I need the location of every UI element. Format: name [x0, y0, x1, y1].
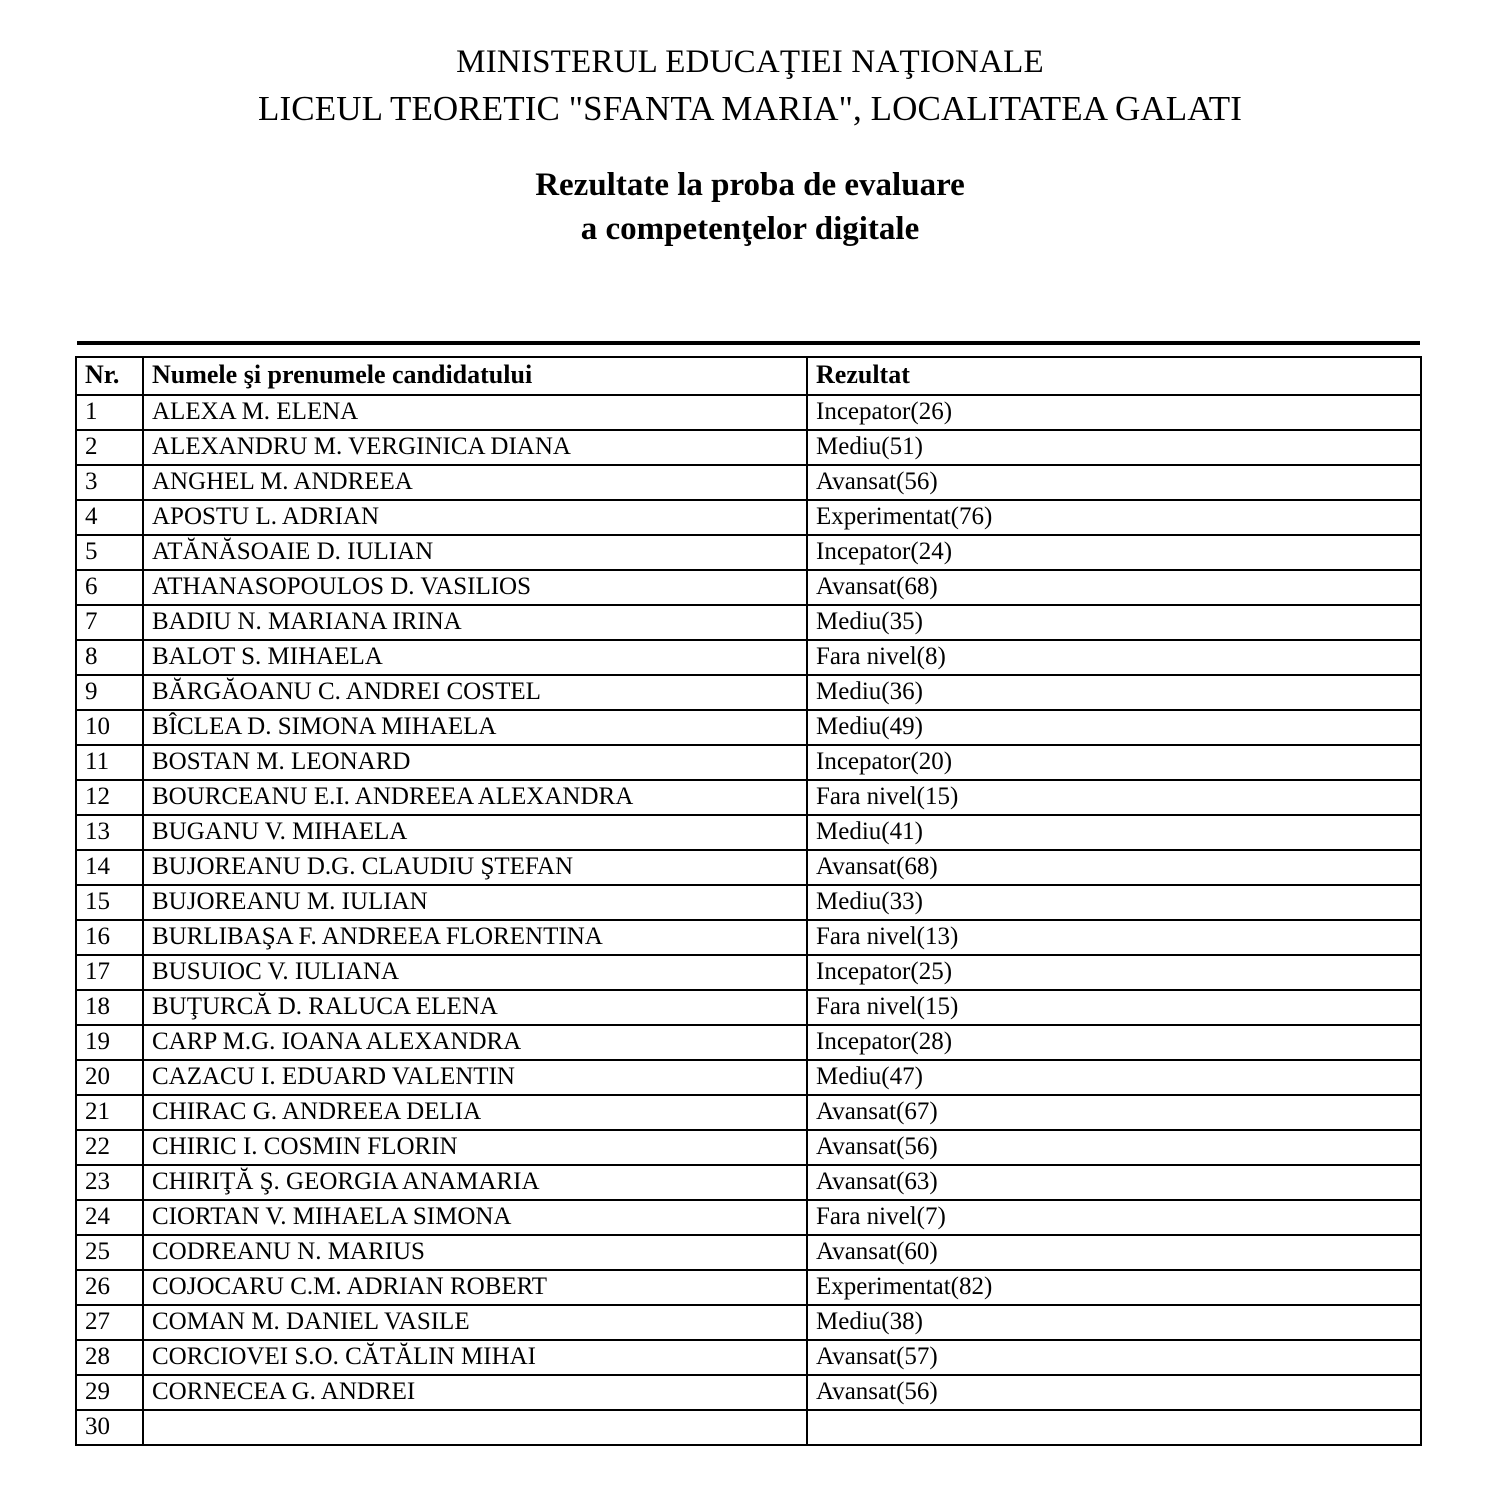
cell-candidate-name: CHIRAC G. ANDREEA DELIA: [143, 1095, 807, 1130]
column-header-name: Numele şi prenumele candidatului: [143, 357, 807, 395]
cell-nr: 13: [76, 815, 143, 850]
cell-result: Avansat(67): [807, 1095, 1421, 1130]
cell-candidate-name: APOSTU L. ADRIAN: [143, 500, 807, 535]
table-row: [76, 1410, 1421, 1445]
cell-result: Mediu(38): [807, 1305, 1421, 1340]
cell-result: Fara nivel(7): [807, 1200, 1421, 1235]
cell-result: Avansat(57): [807, 1340, 1421, 1375]
results-table-container: [75, 356, 1420, 1446]
cell-result: Mediu(47): [807, 1060, 1421, 1095]
cell-candidate-name: BOURCEANU E.I. ANDREEA ALEXANDRA: [143, 780, 807, 815]
table-row: [76, 1095, 1421, 1130]
table-header-row: [76, 357, 1421, 395]
table-body: [76, 395, 1421, 1445]
cell-nr: 12: [76, 780, 143, 815]
column-header-nr: Nr.: [76, 357, 143, 395]
cell-result: Fara nivel(15): [807, 990, 1421, 1025]
table-row: [76, 1200, 1421, 1235]
ministry-title: MINISTERUL EDUCAŢIEI NAŢIONALE: [456, 44, 1044, 80]
cell-candidate-name: BOSTAN M. LEONARD: [143, 745, 807, 780]
cell-candidate-name: ATHANASOPOULOS D. VASILIOS: [143, 570, 807, 605]
cell-candidate-name: BUJOREANU D.G. CLAUDIU ŞTEFAN: [143, 850, 807, 885]
table-row: [76, 1060, 1421, 1095]
cell-nr: 5: [76, 535, 143, 570]
cell-nr: 20: [76, 1060, 143, 1095]
cell-nr: 8: [76, 640, 143, 675]
cell-result: Fara nivel(8): [807, 640, 1421, 675]
table-row: [76, 1340, 1421, 1375]
cell-result: Avansat(68): [807, 850, 1421, 885]
cell-result: Incepator(25): [807, 955, 1421, 990]
cell-candidate-name: BĂRGĂOANU C. ANDREI COSTEL: [143, 675, 807, 710]
table-row: [76, 675, 1421, 710]
cell-candidate-name: COJOCARU C.M. ADRIAN ROBERT: [143, 1270, 807, 1305]
cell-nr: 4: [76, 500, 143, 535]
table-row: [76, 395, 1421, 430]
table-row: [76, 605, 1421, 640]
table-row: [76, 850, 1421, 885]
table-row: [76, 815, 1421, 850]
cell-candidate-name: ANGHEL M. ANDREEA: [143, 465, 807, 500]
cell-candidate-name: BUGANU V. MIHAELA: [143, 815, 807, 850]
cell-result: Mediu(35): [807, 605, 1421, 640]
table-head: [76, 357, 1421, 395]
table-row: [76, 1025, 1421, 1060]
cell-nr: 29: [76, 1375, 143, 1410]
cell-candidate-name: BUJOREANU M. IULIAN: [143, 885, 807, 920]
results-table: [75, 356, 1422, 1446]
cell-result: Avansat(63): [807, 1165, 1421, 1200]
cell-nr: 14: [76, 850, 143, 885]
table-top-rule: [77, 341, 1420, 345]
table-row: [76, 570, 1421, 605]
cell-nr: 25: [76, 1235, 143, 1270]
cell-candidate-name: CHIRIŢĂ Ş. GEORGIA ANAMARIA: [143, 1165, 807, 1200]
table-row: [76, 885, 1421, 920]
cell-result: Experimentat(76): [807, 500, 1421, 535]
table-row: [76, 640, 1421, 675]
cell-candidate-name: CIORTAN V. MIHAELA SIMONA: [143, 1200, 807, 1235]
cell-nr: 28: [76, 1340, 143, 1375]
cell-candidate-name: CORCIOVEI S.O. CĂTĂLIN MIHAI: [143, 1340, 807, 1375]
cell-result: Mediu(49): [807, 710, 1421, 745]
table-row: [76, 535, 1421, 570]
cell-candidate-name: BURLIBAŞA F. ANDREEA FLORENTINA: [143, 920, 807, 955]
cell-candidate-name: BUŢURCĂ D. RALUCA ELENA: [143, 990, 807, 1025]
subtitle-line-2: a competenţelor digitale: [580, 210, 920, 247]
cell-nr: 7: [76, 605, 143, 640]
table-row: [76, 990, 1421, 1025]
cell-result: Avansat(68): [807, 570, 1421, 605]
table-row: [76, 430, 1421, 465]
table-row: [76, 1130, 1421, 1165]
cell-nr: 22: [76, 1130, 143, 1165]
cell-candidate-name: BADIU N. MARIANA IRINA: [143, 605, 807, 640]
cell-nr: 26: [76, 1270, 143, 1305]
column-header-result: Rezultat: [807, 357, 1421, 395]
cell-candidate-name: COMAN M. DANIEL VASILE: [143, 1305, 807, 1340]
table-row: [76, 710, 1421, 745]
cell-nr: 17: [76, 955, 143, 990]
cell-result: Incepator(24): [807, 535, 1421, 570]
school-title: LICEUL TEORETIC "SFANTA MARIA", LOCALITATEA GALATI: [258, 89, 1242, 128]
cell-result: Incepator(26): [807, 395, 1421, 430]
cell-candidate-name: BALOT S. MIHAELA: [143, 640, 807, 675]
cell-result: [807, 1410, 1421, 1445]
cell-candidate-name: BÎCLEA D. SIMONA MIHAELA: [143, 710, 807, 745]
cell-candidate-name: ALEXANDRU M. VERGINICA DIANA: [143, 430, 807, 465]
cell-nr: 19: [76, 1025, 143, 1060]
cell-candidate-name: BUSUIOC V. IULIANA: [143, 955, 807, 990]
table-row: [76, 745, 1421, 780]
cell-result: Fara nivel(13): [807, 920, 1421, 955]
cell-candidate-name: [143, 1410, 807, 1445]
table-row: [76, 955, 1421, 990]
table-row: [76, 1165, 1421, 1200]
cell-result: Avansat(60): [807, 1235, 1421, 1270]
table-row: [76, 1235, 1421, 1270]
cell-result: Avansat(56): [807, 1130, 1421, 1165]
cell-candidate-name: CORNECEA G. ANDREI: [143, 1375, 807, 1410]
cell-nr: 27: [76, 1305, 143, 1340]
cell-nr: 2: [76, 430, 143, 465]
cell-nr: 3: [76, 465, 143, 500]
cell-nr: 1: [76, 395, 143, 430]
table-row: [76, 500, 1421, 535]
table-row: [76, 920, 1421, 955]
cell-nr: 9: [76, 675, 143, 710]
cell-result: Mediu(36): [807, 675, 1421, 710]
cell-result: Incepator(20): [807, 745, 1421, 780]
cell-result: Avansat(56): [807, 1375, 1421, 1410]
cell-nr: 23: [76, 1165, 143, 1200]
table-row: [76, 780, 1421, 815]
cell-candidate-name: ALEXA M. ELENA: [143, 395, 807, 430]
table-row: [76, 1305, 1421, 1340]
cell-nr: 16: [76, 920, 143, 955]
cell-nr: 11: [76, 745, 143, 780]
table-row: [76, 465, 1421, 500]
cell-result: Mediu(33): [807, 885, 1421, 920]
cell-result: Avansat(56): [807, 465, 1421, 500]
cell-result: Experimentat(82): [807, 1270, 1421, 1305]
cell-nr: 15: [76, 885, 143, 920]
table-row: [76, 1270, 1421, 1305]
cell-nr: 24: [76, 1200, 143, 1235]
subtitle-line-1: Rezultate la proba de evaluare: [535, 167, 965, 203]
cell-result: Mediu(41): [807, 815, 1421, 850]
document-header: [0, 0, 1500, 251]
cell-nr: 10: [76, 710, 143, 745]
cell-nr: 21: [76, 1095, 143, 1130]
cell-result: Incepator(28): [807, 1025, 1421, 1060]
cell-nr: 18: [76, 990, 143, 1025]
cell-candidate-name: CARP M.G. IOANA ALEXANDRA: [143, 1025, 807, 1060]
cell-candidate-name: CAZACU I. EDUARD VALENTIN: [143, 1060, 807, 1095]
cell-candidate-name: ATĂNĂSOAIE D. IULIAN: [143, 535, 807, 570]
cell-candidate-name: CODREANU N. MARIUS: [143, 1235, 807, 1270]
cell-result: Fara nivel(15): [807, 780, 1421, 815]
cell-nr: 6: [76, 570, 143, 605]
cell-candidate-name: CHIRIC I. COSMIN FLORIN: [143, 1130, 807, 1165]
cell-result: Mediu(51): [807, 430, 1421, 465]
table-row: [76, 1375, 1421, 1410]
cell-nr: 30: [76, 1410, 143, 1445]
document-subtitle: [0, 164, 1500, 251]
